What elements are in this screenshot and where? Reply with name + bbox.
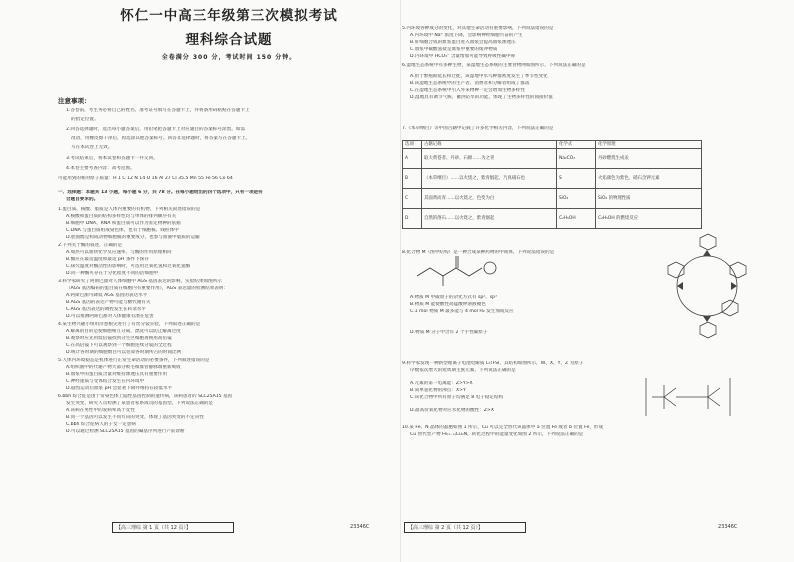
question-line: A.组织液中的代谢产物大部分被毛细血管静脉端重新吸收 xyxy=(66,365,181,370)
question-line: 2.下列关于酶的叙述，正确的是 xyxy=(58,243,123,248)
question-line: A.阿斯巴甜可降低 AGS 基因的表达水平 xyxy=(66,293,148,298)
notice-heading: 注意事项： xyxy=(58,97,91,105)
section-heading-cont: 合题目要求的。 xyxy=(66,197,99,202)
page-fold xyxy=(400,0,401,562)
notice-line: 3.考试结束后，将本试卷和答题卡一并交回。 xyxy=(66,156,158,161)
section-heading: 一、选择题：本题共 13 小题，每小题 6 分，共 78 分。在每小题给出的四个选项中，只有一项是符 xyxy=(58,190,263,195)
table-row xyxy=(403,169,702,189)
table-row xyxy=(403,189,702,209)
question-line: A.由于繁殖期延长和迁徙，该湿地中水鸟种群密度发生了季节性变化 xyxy=(410,74,548,79)
question-line: A.该病在男性中的发病率高于女性 xyxy=(66,408,135,413)
question-line: C.神经递质与受体结合发生在内环境中 xyxy=(66,379,145,384)
table-cell: B xyxy=(403,169,422,189)
q7-options-table xyxy=(402,140,702,229)
table-cell: S xyxy=(557,169,596,189)
question-line: C.血浆中碳酸氢盐是血浆中重要的缓冲物质 xyxy=(410,47,498,52)
question-line: B.该湿地生态系统中的生产者、消费者和分解者组成了群落 xyxy=(410,81,530,86)
question-line: C.AGS 基因表达的调控发生在转录水平 xyxy=(66,307,146,312)
question-line: D.湿地具有调节气候、蓄洪防旱的功能，体现了生物多样性的间接价值 xyxy=(410,95,553,100)
question-line: 5.内环境各种成分的变化，对其他生命活动有重要影响，下列说法错误的是 xyxy=(402,26,554,31)
question-line: B.AGS 基因的表达产物可能与糖代谢有关 xyxy=(66,300,151,305)
question-line: Cu 替代型产物 Fe₍ₓ₋ₙ₎CuₙN，转化过程中的能量变化如图 2 所示，下列说法正确的是 xyxy=(410,432,584,437)
footer-page-label: 【高三理综 第 1 页（共 12 页）】 xyxy=(116,525,191,531)
question-line: B.简单氢化物的沸点：X>Y xyxy=(410,388,466,393)
table-cell: 取大黄苍者、丹砂、石棉……为之青 xyxy=(422,149,557,169)
table-cell: SiO₂ 的物理性质 xyxy=(596,189,702,209)
table-cell: C₂H₅OH xyxy=(557,209,596,229)
question-line: 5.人体内环境稳态是机体进行正常生命活动的必要条件，下列叙述错误的是 xyxy=(58,358,210,363)
question-line: D.内环境中 HCO₃⁻ 含量增加可能导致呼吸性碱中毒 xyxy=(410,54,516,59)
question-line: B.肝细胞合成的血浆蛋白进入血浆会提高血浆渗透压 xyxy=(410,40,516,45)
right-page xyxy=(402,0,754,562)
footer-code: 23346C xyxy=(350,524,370,530)
table-cell: C₂H₅OH 的燃烧反应 xyxy=(596,209,702,229)
footer-code: 23346C xyxy=(718,524,738,530)
question-line: 6.bbh 综合征是由于常染色体上隐性基因控制的遗传病，该病患者的 SLC25A15 基因 xyxy=(58,394,233,399)
question-line: D.物质 M 分子中含有 2 个手性碳原子 xyxy=(410,330,488,335)
table-cell: 丹砂燃烧生成汞 xyxy=(596,149,702,169)
table-cell: 其面黄而青……以火烧之，色变为白 xyxy=(422,189,557,209)
reaction-cycle-diagram xyxy=(664,228,750,344)
question-line: A.解离的目的是使细胞相互分离，漂洗可以防止解离过度 xyxy=(66,329,181,334)
notice-line: 可能用到的相对原子质量：H 1 C 12 N 14 O 16 Al 27 Cl 35.5 Mn 55 Fe 56 Co 64 xyxy=(58,176,233,181)
question-line: C.bbh 综合征病人的子女一定患病 xyxy=(66,422,136,427)
question-line: B.观察时应先用低倍镜找到分生区细胞再换用高倍镜 xyxy=(66,336,172,341)
question-line: A.加热可以加快化学反应速率，与酶的作用原理相同 xyxy=(66,250,172,255)
notice-line: 写在本试卷上无效。 xyxy=(71,145,113,150)
question-line: B.物质 M 能使酸性高锰酸钾溶液褪色 xyxy=(410,302,486,307)
notice-line: 改动，用橡皮擦干净后，再选涂其他答案标号。回答非选择题时，将答案写在答题卡上。 xyxy=(71,136,251,141)
question-line: 序数依次增大的短周期主族元素，下列说法正确的是 xyxy=(410,368,516,373)
question-line: B.同一个基因可以发生不同方向的突变，体现了基因突变的不定向性 xyxy=(66,415,204,420)
question-line: D.可以通过检测 SLC25A15 基因的碱基序列进行产前诊断 xyxy=(66,429,185,434)
question-line: D.胆固醇是构成动物细胞膜的重要成分，也参与血液中脂质的运输 xyxy=(66,235,200,240)
question-line: C.该化合物中所有原子均满足 8 电子稳定结构 xyxy=(410,395,504,400)
question-line: D.可以推测阿斯巴甜对人体健康有潜在危害 xyxy=(66,314,154,319)
school-title: 怀仁一中高三年级第三次模拟考试 xyxy=(120,8,338,24)
question-line: A.核酸和蛋白质的结构多样性均与单体的排列顺序有关 xyxy=(66,214,177,219)
notice-line: 4.本卷主要考查内容：高考范围。 xyxy=(66,166,135,171)
question-line: D.同一种酶可存在于分化程度不同的活细胞中 xyxy=(66,271,159,276)
table-cell: （本草纲目）……以火烧之，紫青烟起，乃真硝石也 xyxy=(422,169,557,189)
question-line: D.统计各时期的细胞数目可以估算各时期所占的时间比例 xyxy=(66,350,182,355)
question-line: B.酶应在最适温度和最适 pH 条件下保存 xyxy=(66,257,149,262)
table-row xyxy=(403,209,702,229)
question-line: 3.科学家研究了阿斯巴甜对人体细胞中 AGS 基因表达的影响，实验结果如图所示 xyxy=(58,279,222,284)
table-header-cell: 化学式 xyxy=(557,141,596,149)
notice-line: 1.答卷前，考生务必将自己的姓名、准考证号填写在答题卡上，并将条形码粘贴在答题卡上 xyxy=(66,108,250,113)
exam-meta: 全卷满分 300 分，考试时间 150 分钟。 xyxy=(161,54,297,61)
table-cell: C xyxy=(403,189,422,209)
question-line: 8.化合物 M（图中结构）是一种合成某种药物的中间体，下列说法错误的是 xyxy=(402,250,555,255)
question-line: D.剧烈运动后血浆 pH 会显著下降并维持在较低水平 xyxy=(66,386,173,391)
table-cell: Na₂CO₃ xyxy=(557,149,596,169)
question-line: 10.某 Fe、N 晶体的晶胞如图 1 所示，Cu 可以完全替代该晶体中 a 位置 Fe 或者 b 位置 Fe，形成 xyxy=(402,425,604,430)
question-line: 6.湿地生态系统中有多种生物，某湿地生态系统的主要食物网如图所示，下列说法正确的是 xyxy=(402,63,586,68)
table-row xyxy=(403,149,702,169)
question-line: A.元素的第一电离能：Z>Y>X xyxy=(410,381,473,386)
question-line: C.1 mol 物质 M 最多能与 4 mol H₂ 发生加成反应 xyxy=(410,309,514,314)
table-cell: D xyxy=(403,209,422,229)
question-line: 1.蛋白质、核酸、脂质是人体内重要的有机物，下列相关叙述错误的是 xyxy=(58,207,201,212)
question-line: A.物质 M 中碳原子的杂化方式有 sp²、sp³ xyxy=(410,295,497,300)
left-page xyxy=(58,0,400,562)
question-line: D.最高价氧化物对应水化物的酸性：Z>X xyxy=(410,408,495,413)
table-cell: SiO₂ xyxy=(557,189,596,209)
question-line: A.内环境中 Na⁺ 浓度下降，会影响神经细胞兴奋的产生 xyxy=(410,33,523,38)
notice-line: 的指定位置。 xyxy=(71,117,99,122)
question-line: B.细胞中 DNA、RNA 和蛋白质可以作为鉴定物种的依据 xyxy=(66,221,181,226)
question-line: C.DNA 与蛋白质组成染色体，也有于细胞核、线粒体中 xyxy=(66,228,179,233)
table-header-cell: 选项 xyxy=(403,141,422,149)
question-line: 发生突变，研究人员检测了某患者家系成员的基因型，下列说法正确的是 xyxy=(66,401,214,406)
table-cell: 自然的溶石……以火烧之，紫青烟起 xyxy=(422,209,557,229)
question-line: B.血浆中的蛋白质含量对维持渗透压具有重要作用 xyxy=(66,372,168,377)
question-line: 7.《本草纲目》等中国古籍中记载了许多化学相关内容，下列说法正确的是 xyxy=(402,126,554,131)
question-line: C.在湿地生态系统中引入外来物种一定会增加生物多样性 xyxy=(410,88,525,93)
question-line: C.在高倍镜下可以观察到一个细胞连续分裂的全过程 xyxy=(66,343,172,348)
notice-line: 2.回答选择题时，选出每小题答案后，用铅笔把答题卡上对应题目的答案标号涂黑。如需 xyxy=(66,127,245,132)
table-header-cell: 化学原理 xyxy=(596,141,702,149)
question-line: C.探究温度对酶活性的影响时，可选用过氧化氢和过氧化氢酶 xyxy=(66,264,191,269)
question-line: 9.科学家发现一种新型锂离子电池电解质 LiTFSI，其结构如图所示，W、X、Y、Z 为原子 xyxy=(402,361,584,366)
question-line: 4.某生物兴趣小组用洋葱根尖进行了有丝分裂实验，下列叙述正确的是 xyxy=(58,322,201,327)
question-line: （AGS 基因编码的蛋白质在细胞内有重要作用），AGS 表达量的检测结果表明： xyxy=(66,286,229,291)
litfsi-structure xyxy=(642,372,750,422)
table-cell: 火焰颜色为紫色，硝石含钾元素 xyxy=(596,169,702,189)
table-cell: A xyxy=(403,149,422,169)
subject-title: 理科综合试题 xyxy=(185,32,273,48)
footer-page-label: 【高三理综 第 2 页（共 12 页）】 xyxy=(408,525,483,531)
table-header-cell: 古籍记载 xyxy=(422,141,557,149)
table-header-row xyxy=(403,141,702,149)
